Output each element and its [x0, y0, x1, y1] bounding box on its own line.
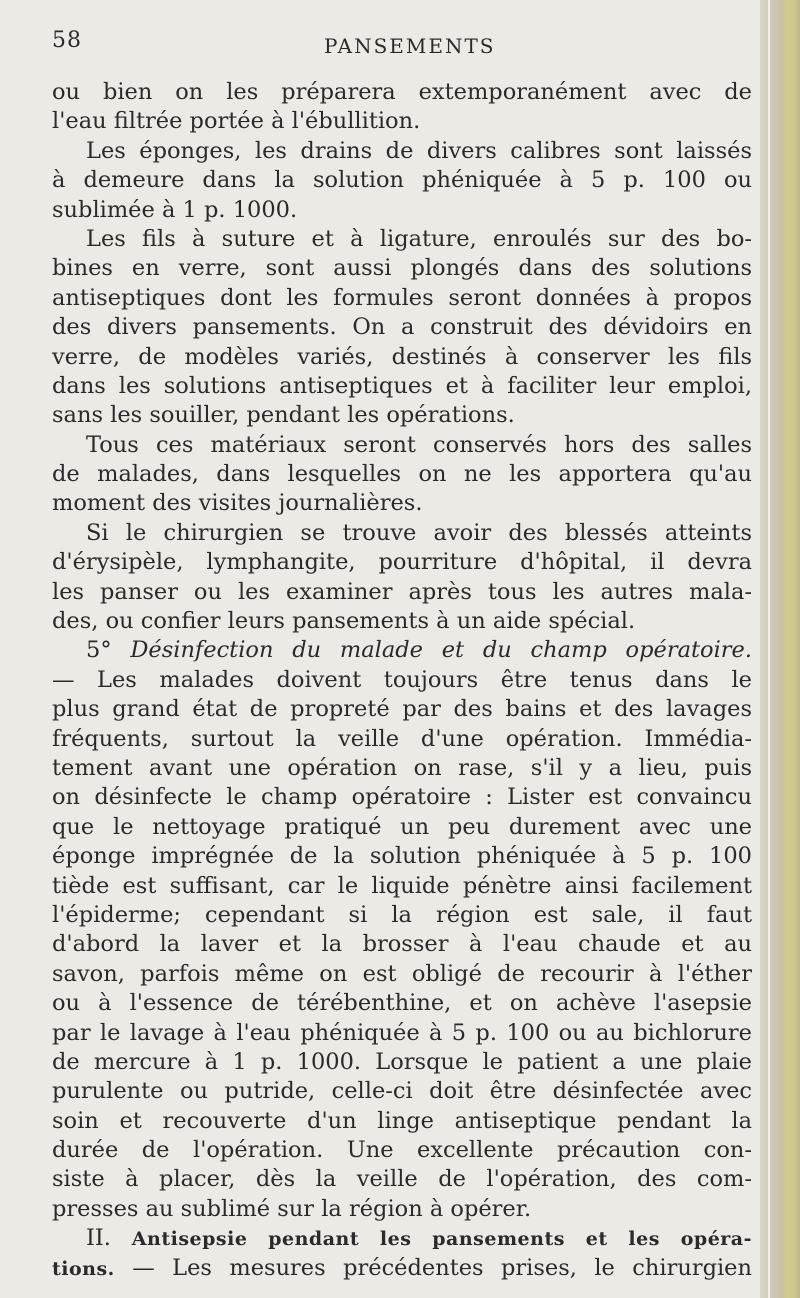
section-heading-bold: tions.	[52, 1257, 115, 1280]
text-line: — Les malades doivent toujours être tenus dans le	[52, 666, 752, 693]
page-header	[52, 28, 752, 56]
text-line: on désinfecte le champ opératoire : Lister est convaincu	[52, 784, 752, 811]
line-prefix: II.	[86, 1225, 132, 1252]
text-line: l'épiderme; cependant si la région est sale, il faut	[52, 901, 752, 928]
section-heading-bold: Antisepsie pendant les pansements et les opéra-	[131, 1228, 752, 1251]
text-line: tiède est suffisant, car le liquide pénètre ainsi facilement	[52, 872, 752, 899]
line-prefix: 5°	[86, 637, 131, 664]
text-line: d'érysipèle, lymphangite, pourriture d'hôpital, il devra	[52, 549, 752, 576]
page-edge	[760, 0, 800, 1298]
text-line: Les fils à suture et à ligature, enroulés sur des bo-	[86, 225, 752, 252]
text-line: savon, parfois même on est obligé de recourir à l'éther	[52, 960, 752, 987]
text-line: sans les souiller, pendant les opérations.	[52, 402, 515, 429]
text-line: dans les solutions antiseptiques et à faciliter leur emploi,	[52, 372, 752, 399]
text-line: fréquents, surtout la veille d'une opération. Immédia-	[52, 725, 752, 752]
text-line: plus grand état de propreté par des bains et des lavages	[52, 696, 752, 723]
page-number: 58	[52, 28, 82, 53]
text-line	[52, 1254, 752, 1283]
text-line: ou à l'essence de térébenthine, et on achève l'asepsie	[52, 990, 752, 1017]
text-line	[52, 1224, 752, 1253]
text-line: l'eau filtrée portée à l'ébullition.	[52, 108, 421, 135]
text-line: par le lavage à l'eau phéniquée à 5 p. 100 ou au bichlorure	[52, 1019, 752, 1046]
text-line: les panser ou les examiner après tous les autres mala-	[52, 578, 752, 605]
text-line: bines en verre, sont aussi plongés dans des solutions	[52, 255, 752, 282]
text-line: antiseptiques dont les formules seront données à propos	[52, 284, 752, 311]
text-line: que le nettoyage pratiqué un peu durement avec une	[52, 813, 752, 840]
text-line: verre, de modèles variés, destinés à conserver les fils	[52, 343, 752, 370]
text-line: Les éponges, les drains de divers calibres sont laissés	[86, 137, 752, 164]
body-text	[52, 78, 752, 1283]
text-line: Tous ces matériaux seront conservés hors des salles	[86, 431, 752, 458]
line-suffix: — Les mesures précédentes prises, le chirurgien	[114, 1254, 752, 1281]
text-line: durée de l'opération. Une excellente précaution con-	[52, 1137, 752, 1164]
text-line: purulente ou putride, celle-ci doit être désinfectée avec	[52, 1078, 752, 1105]
text-line: presses au sublimé sur la région à opérer.	[52, 1195, 532, 1222]
text-line: tement avant une opération on rase, s'il y a lieu, puis	[52, 754, 752, 781]
text-line	[52, 636, 752, 665]
text-line: des, ou confier leurs pansements à un aide spécial.	[52, 608, 636, 635]
text-line: des divers pansements. On a construit des dévidoirs en	[52, 314, 752, 341]
text-line: à demeure dans la solution phéniquée à 5 p. 100 ou	[52, 167, 752, 194]
text-line: de mercure à 1 p. 1000. Lorsque le patient a une plaie	[52, 1048, 752, 1075]
text-line: de malades, dans lesquelles on ne les apportera qu'au	[52, 461, 752, 488]
text-line: éponge imprégnée de la solution phéniquée à 5 p. 100	[52, 843, 752, 870]
text-line: ou bien on les préparera extemporanément avec de	[52, 79, 752, 105]
running-title: PANSEMENTS	[324, 34, 496, 58]
section-heading-italic: Désinfection du malade et du champ opératoire.	[130, 637, 752, 664]
text-line: moment des visites journalières.	[52, 490, 423, 517]
text-line: d'abord la laver et la brosser à l'eau chaude et au	[52, 931, 752, 958]
text-line: soin et recouverte d'un linge antiseptique pendant la	[52, 1107, 752, 1134]
text-line: sublimée à 1 p. 1000.	[52, 196, 298, 223]
page-edge-line	[768, 0, 770, 1298]
text-line: siste à placer, dès la veille de l'opération, des com-	[52, 1166, 752, 1193]
text-line: Si le chirurgien se trouve avoir des blessés atteints	[86, 519, 752, 546]
